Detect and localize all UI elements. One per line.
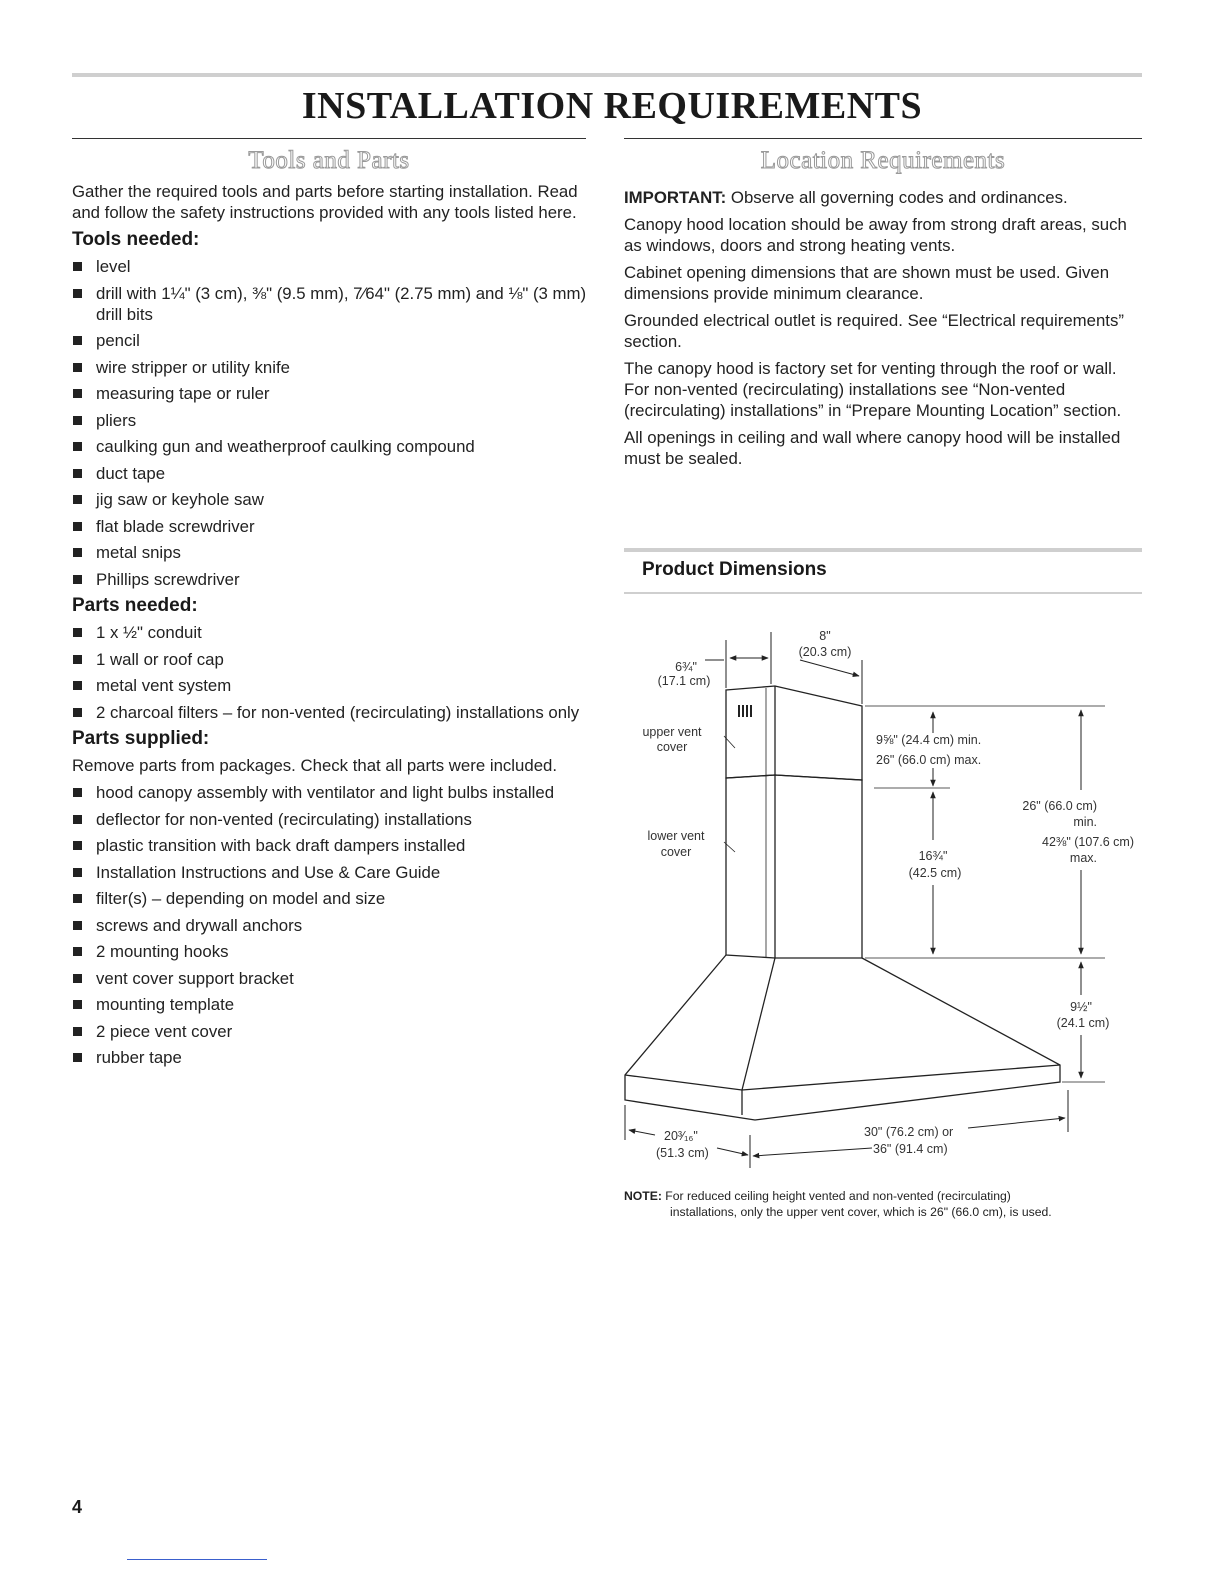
location-paragraph: All openings in ceiling and wall where canopy hood will be installed must be sealed. <box>624 428 1121 468</box>
left-column-rule <box>72 138 586 139</box>
list-item: flat blade screwdriver <box>72 516 592 537</box>
dim-upper-vent-max: 26" (66.0 cm) max. <box>876 753 982 767</box>
tools-parts-heading: Tools and Parts <box>248 147 410 174</box>
important-label: IMPORTANT: <box>624 188 727 207</box>
list-item: screws and drywall anchors <box>72 915 592 936</box>
product-dimensions-rule-top <box>624 548 1142 552</box>
location-section <box>624 187 1144 475</box>
dim-depth-top-cm: (17.1 cm) <box>657 674 711 688</box>
list-item: 2 mounting hooks <box>72 941 592 962</box>
upper-vent-cover-shape <box>726 686 862 780</box>
note-label: NOTE: <box>624 1189 662 1203</box>
lower-vent-cover-shape <box>726 775 862 958</box>
dim-top-width: 8" <box>819 629 831 643</box>
list-item: deflector for non-vented (recirculating) installations <box>72 809 592 830</box>
dim-upper-vent-min: 9⅝" (24.4 cm) min. <box>876 733 982 747</box>
list-item: measuring tape or ruler <box>72 383 592 404</box>
dimensions-note <box>624 1188 1144 1220</box>
product-dimensions-heading: Product Dimensions <box>642 559 827 580</box>
tools-parts-intro: Gather the required tools and parts before starting installation. Read and follow the safety instructions provided with any tools listed here. <box>72 182 578 222</box>
location-paragraph: Cabinet opening dimensions that are shown must be used. Given dimensions provide minimum clearance. <box>624 263 1110 303</box>
list-item: filter(s) – depending on model and size <box>72 888 592 909</box>
tools-list <box>72 256 592 590</box>
important-paragraph <box>624 187 1144 208</box>
label-lower-vent-cover: cover <box>660 845 692 859</box>
list-item: caulking gun and weatherproof caulking compound <box>72 436 592 457</box>
dim-total-min-label: min. <box>1073 815 1097 829</box>
right-column-rule <box>624 138 1142 139</box>
location-paragraph: Canopy hood location should be away from strong draft areas, such as windows, doors and strong heating vents. <box>624 215 1127 255</box>
label-lower-vent: lower vent <box>647 829 705 843</box>
list-item: metal vent system <box>72 675 592 696</box>
dim-total-min: 26" (66.0 cm) <box>1022 799 1097 813</box>
dim-total-max: 42⅜" (107.6 cm) <box>1042 835 1134 849</box>
tools-needed-heading: Tools needed: <box>72 229 200 250</box>
list-item: duct tape <box>72 463 592 484</box>
location-paragraphs <box>624 214 1144 469</box>
note-line-2: installations, only the upper vent cover, which is 26" (66.0 cm), is used. <box>670 1205 1052 1219</box>
list-item: 2 piece vent cover <box>72 1021 592 1042</box>
page-number: 4 <box>72 1497 83 1517</box>
parts-needed-heading: Parts needed: <box>72 595 198 616</box>
location-paragraph: The canopy hood is factory set for venting through the roof or wall. For non-vented (recirculating) installations see “Non-vented (recirculating) installations” in “Prepare Mounting Location” section. <box>624 359 1122 420</box>
dim-width-36: 36" (91.4 cm) <box>873 1142 948 1156</box>
tools-parts-section <box>72 181 592 1074</box>
dim-canopy-height-cm: (24.1 cm) <box>1056 1016 1110 1030</box>
list-item: 1 wall or roof cap <box>72 649 592 670</box>
dim-bottom-depth: 20³⁄₁₆" <box>664 1129 698 1143</box>
list-item: metal snips <box>72 542 592 563</box>
footer-underline <box>127 1559 267 1560</box>
list-item: 2 charcoal filters – for non-vented (recirculating) installations only <box>72 702 592 723</box>
note-line-1: For reduced ceiling height vented and non-vented (recirculating) <box>661 1189 1011 1203</box>
dim-total-max-label: max. <box>1069 851 1097 865</box>
list-item: pliers <box>72 410 592 431</box>
product-dimensions-diagram <box>600 600 1160 1190</box>
dim-canopy-height: 9½" <box>1070 1000 1092 1014</box>
list-item: jig saw or keyhole saw <box>72 489 592 510</box>
parts-supplied-list <box>72 782 592 1068</box>
list-item: rubber tape <box>72 1047 592 1068</box>
dim-width-30: 30" (76.2 cm) or <box>864 1125 954 1139</box>
list-item: 1 x ½" conduit <box>72 622 592 643</box>
list-item: Installation Instructions and Use & Care Guide <box>72 862 592 883</box>
parts-supplied-heading: Parts supplied: <box>72 728 210 749</box>
list-item: hood canopy assembly with ventilator and light bulbs installed <box>72 782 592 803</box>
important-text: Observe all governing codes and ordinances. <box>726 188 1068 207</box>
list-item: level <box>72 256 592 277</box>
list-item: plastic transition with back draft dampers installed <box>72 835 592 856</box>
top-rule <box>72 73 1142 77</box>
location-paragraph: Grounded electrical outlet is required. See “Electrical requirements” section. <box>624 311 1124 351</box>
list-item: mounting template <box>72 994 592 1015</box>
product-dimensions-rule-bottom <box>624 592 1142 594</box>
dim-lower-vent: 16¾" <box>918 849 948 863</box>
location-heading: Location Requirements <box>760 147 1006 174</box>
vent-slots <box>738 705 752 717</box>
parts-needed-list <box>72 622 592 723</box>
list-item: Phillips screwdriver <box>72 569 592 590</box>
parts-supplied-intro: Remove parts from packages. Check that all parts were included. <box>72 756 558 775</box>
list-item: pencil <box>72 330 592 351</box>
label-upper-vent-cover: cover <box>656 740 688 754</box>
list-item: wire stripper or utility knife <box>72 357 592 378</box>
dim-bottom-depth-cm: (51.3 cm) <box>656 1146 709 1160</box>
dim-lower-vent-cm: (42.5 cm) <box>908 866 962 880</box>
page-title: INSTALLATION REQUIREMENTS <box>301 85 923 127</box>
label-upper-vent: upper vent <box>642 725 702 739</box>
dim-depth-top: 6¾" <box>675 660 697 674</box>
dim-top-width-cm: (20.3 cm) <box>798 645 852 659</box>
list-item: drill with 1¼" (3 cm), ⅜" (9.5 mm), 7⁄64" (2.75 mm) and ⅛" (3 mm) drill bits <box>72 283 592 325</box>
list-item: vent cover support bracket <box>72 968 592 989</box>
canopy-shape <box>625 955 1060 1120</box>
